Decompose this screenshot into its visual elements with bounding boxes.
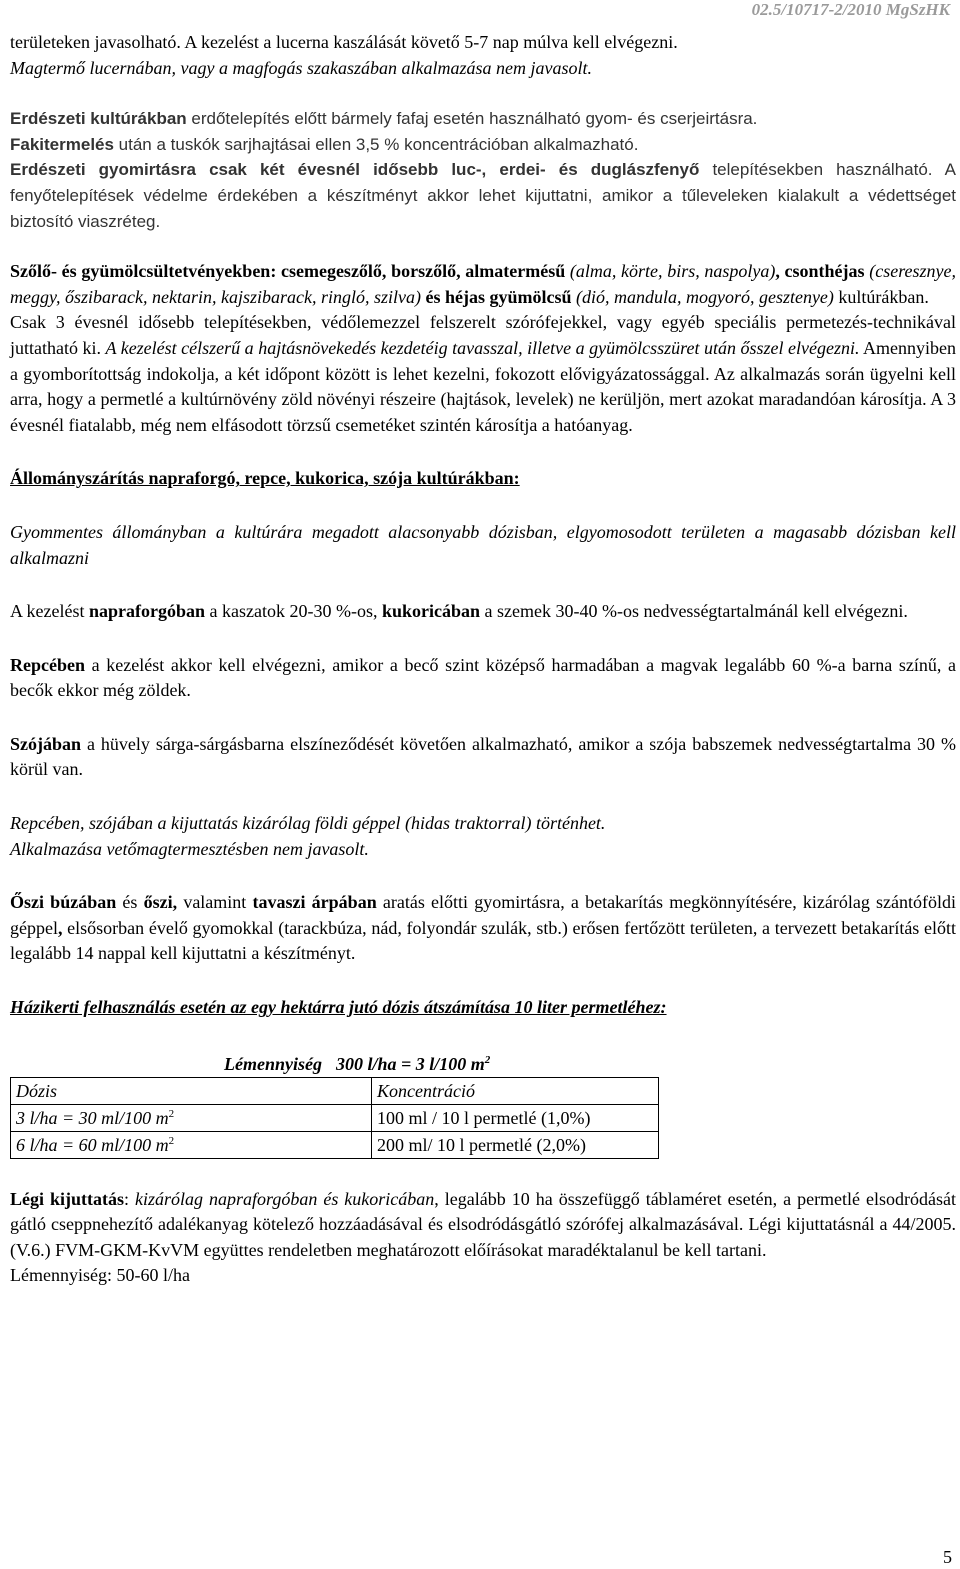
paragraph-cereals: Őszi búzában és őszi, valamint tavaszi árpában aratás előtti gyomirtásra, a betakarítás megkönnyítésére, kizárólag szántóföldi géppel, elsősorban évelő gyomokkal (tarackbúza, nád, folyondár szulák, stb.) erősen fertőzött területen, a tervezett betakarítás előtt legalább 14 nappal kell kijuttatni a készítményt. [10, 892, 957, 964]
table-row: 6 l/ha = 60 ml/100 $m^2$ 200 ml/ 10 l permetlé (2,0%) [11, 1131, 659, 1158]
table-header-row: Dózis Koncentráció [11, 1077, 659, 1104]
paragraph-forestry: Erdészeti kultúrákban erdőtelepítés előtt bármely fafaj esetén használható gyom- és cserjeirtásra. Fakitermelés után a tuskók sarjhajtásai ellen 3,5 % koncentrációban alkalmazható. Erdészeti gyomirtásra csak két évesnél idősebb luc-, erdei- és duglászfenyő telepítésekben használható. A fenyőtelepítések védelme érdekében a készítményt akkor lehet kijuttatni, amikor a tűleveleken kialakult a védettséget biztosító viaszréteg. [10, 109, 956, 231]
table-header-volume: Lémennyiség 300 l/ha = 3 l/100 $m^2$ [224, 1053, 491, 1074]
paragraph-orchards: Szőlő- és gyümölcsültetvényekben: csemegeszőlő, borszőlő, almatermésű (alma, körte, birs, naspolya), csonthéjas (cseresznye, meggy, őszibarack, nektarin, kajszibarack, ringló, szilva) és héjas gyümölcsű (dió, mandula, mogyoró, gesztenye) kultúrákban. [10, 261, 957, 307]
paragraph-dosage-note: Gyommentes állományban a kultúrára megadott alacsonyabb dózisban, elgyomosodott területen a magasabb dózisban kell alkalmazni [10, 521, 956, 568]
heading-home-garden: Házikerti felhasználás esetén az egy hektárra jutó dózis átszámítása 10 liter permetléhez: [10, 997, 667, 1018]
paragraph-rapeseed: Repcében a kezelést akkor kell elvégezni, amikor a becő szint középső harmadában a magvak legalább 60 %-a barna színű, a becők ekkor még zöldek. [10, 654, 956, 701]
document-id: 02.5/10717-2/2010 MgSzHK [751, 0, 950, 19]
page-body [10, 30, 956, 1289]
paragraph-orchard-application: Csak 3 évesnél idősebb telepítésekben, védőlemezzel felszerelt szórófejekkel, vagy egyéb speciális permetezés-technikával juttatható ki. A kezelést célszerű a hajtásnövekedés kezdetéig tavasszal, illetve a gyümölcsszüret után ősszel elvégezni. Amennyiben a gyomborítottság indokolja, a két időpont között is lehet kezelni, fokozott elővigyázatossággal. Az alkalmazás során ügyelni kell arra, hogy a permetlé a kultúrnövény zöld növényi részeire (hajtások, levelek) ne kerüljön, mert azokat maradandóan károsítja. A 3 évesnél fiatalabb, még nem elfásodott törzsű csemetéket szintén károsítja a hatóanyag. [10, 312, 956, 435]
paragraph-ground-application: Repcében, szójában a kijuttatás kizárólag földi géppel (hidas traktorral) történhet. Alkalmazása vetőmagtermesztésben nem javasolt. [10, 813, 606, 859]
dose-table [10, 1077, 659, 1159]
heading-desiccation: Állományszárítás napraforgó, repce, kukorica, szója kultúrákban: [10, 468, 520, 489]
paragraph-aerial: Légi kijuttatás: kizárólag napraforgóban és kukoricában, legalább 10 ha összefüggő táblaméret esetén, a permetlé elsodródását gátló cseppnehezítő adalékanyag kötelező hozzáadásával és elsodródásgátló szórófej alkalmazásával. Légi kijuttatásnál a 44/2005.(V.6.) FVM-GKM-KvVM együttes rendeletben meghatározott előírásokat maradéktalanul be kell tartani. [10, 1188, 957, 1260]
table-row: 3 l/ha = 30 ml/100 $m^2$ 100 ml / 10 l permetlé (1,0%) [11, 1104, 659, 1131]
paragraph-sunflower-corn: A kezelést napraforgóban a kaszatok 20-30 %-os, kukoricában a szemek 30-40 %-os nedvességtartalmánál kell elvégezni. [10, 601, 908, 622]
page-number: 5 [943, 1547, 952, 1567]
paragraph-soybean: Szójában a hüvely sárga-sárgásbarna elszíneződését követően alkalmazható, amikor a szója babszemek nedvességtartalma 30 % körül van. [10, 733, 956, 780]
paragraph-lucerna: területeken javasolható. A kezelést a lucerna kaszálását követő 5-7 nap múlva kell elvégezni. Magtermő lucernában, vagy a magfogás szakaszában alkalmazása nem javasolt. [10, 32, 678, 78]
paragraph-aerial-volume: Lémennyiség: 50-60 l/ha [10, 1265, 190, 1286]
